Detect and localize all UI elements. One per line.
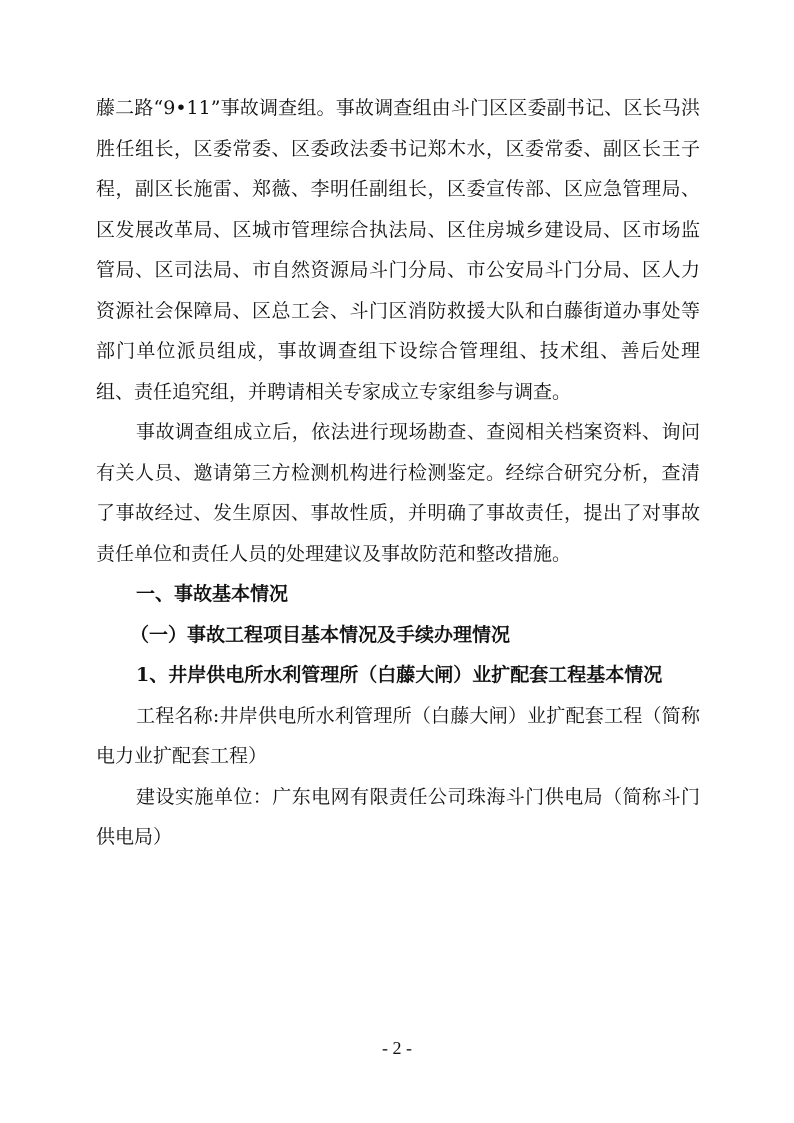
item-heading-project-basic: 1、井岸供电所水利管理所（白藤大闸）业扩配套工程基本情况 (136, 664, 663, 686)
subsection-heading-project-info: （一）事故工程项目基本情况及手续办理情况 (130, 623, 511, 646)
body-paragraph-investigation-team: 藤二路“9•11”事故调查组。事故调查组由斗门区区委副书记、区长马洪胜任组长，区委常委、区委政法委书记郑木水，区委常委、副区长王子程，副区长施雷、郑薇、李明任副组长，区委宣传部、区应急管理局、区发展改革局、区城市管理综合执法局、区住房城乡建设局、区市场监管局、区司法局、市自然资源局斗门分局、市公安局斗门分局、区人力资源社会保障局、区总工会、斗门区消防救援大队和白藤街道办事处等部门单位派员组成，事故调查组下设综合管理组、技术组、善后处理组、责任追究组，并聘请相关专家成立专家组参与调查。 (96, 97, 700, 403)
section-heading-basic-info: 一、事故基本情况 (136, 583, 289, 605)
body-paragraph-investigation-process: 事故调查组成立后，依法进行现场勘查、查阅相关档案资料、询问有关人员、邀请第三方检测机构进行检测鉴定。经综合研究分析，查清了事故经过、发生原因、事故性质，并明确了事故责任，提出了对事故责任单位和责任人员的处理建议及事故防范和整改措施。 (96, 421, 700, 565)
field-project-name: 工程名称:井岸供电所水利管理所（白藤大闸）业扩配套工程（简称电力业扩配套工程） (96, 704, 700, 767)
document-page (96, 88, 700, 858)
page-number: - 2 - (382, 1038, 412, 1058)
field-construction-unit: 建设实施单位：广东电网有限责任公司珠海斗门供电局（简称斗门供电局） (96, 785, 700, 848)
